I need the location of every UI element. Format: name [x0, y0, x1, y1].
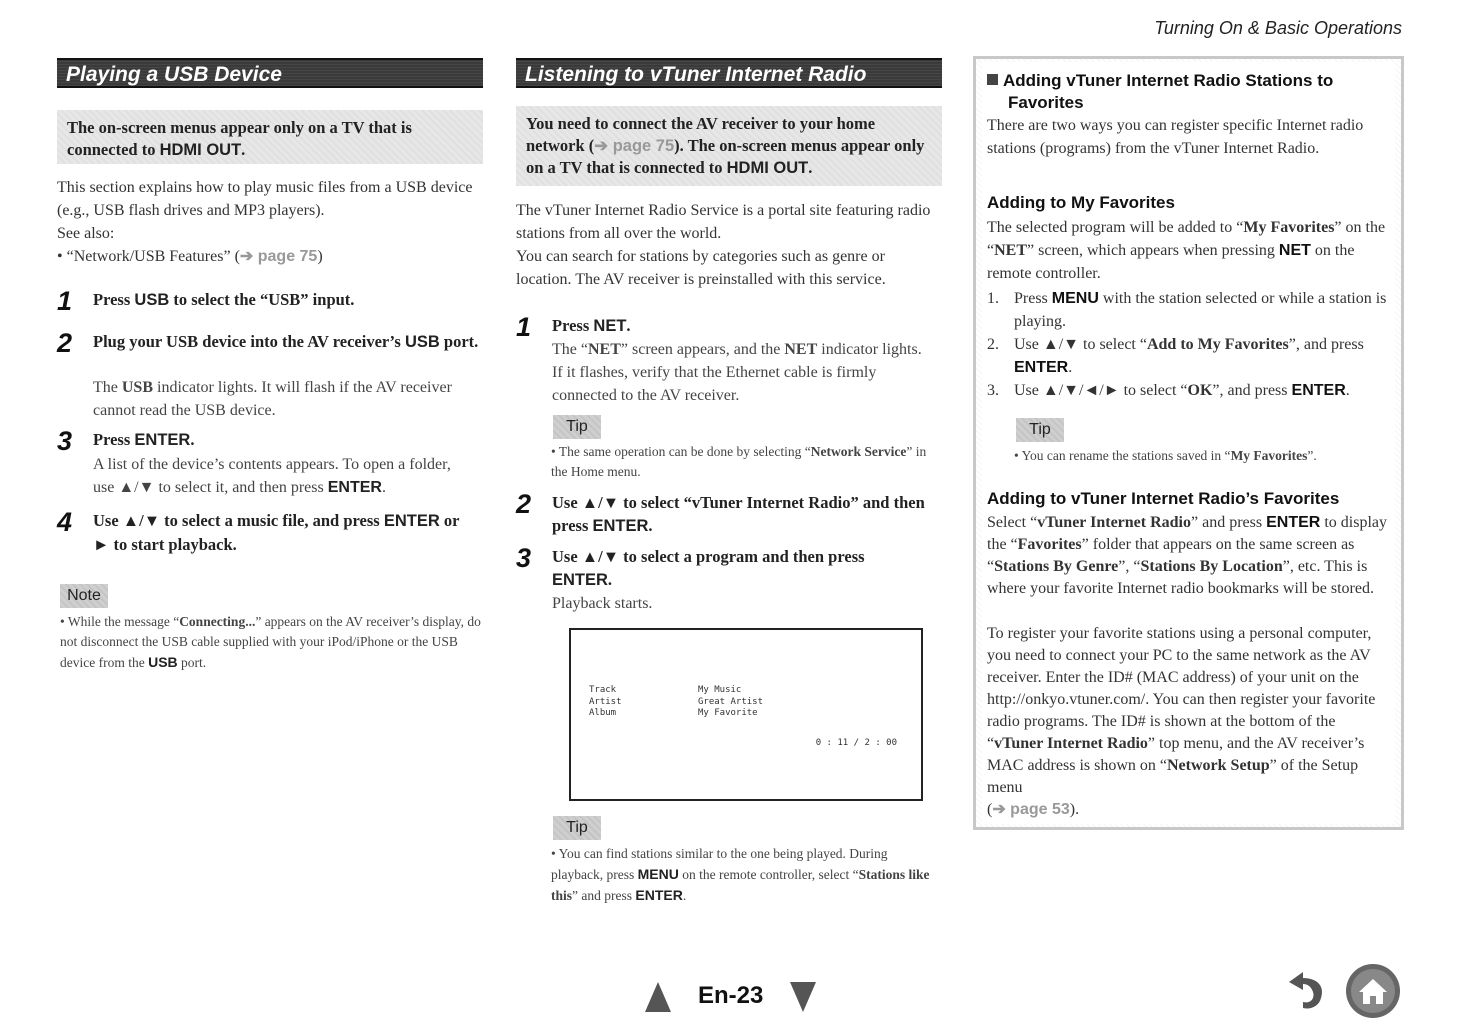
usb-section-title: Playing a USB Device [57, 58, 483, 88]
favorites-tip: • You can rename the stations saved in “My Favorites”. [1014, 448, 1317, 463]
favorites-intro: There are two ways you can register specific Internet radio stations (programs) from the vTuner Internet Radio. [987, 117, 1364, 157]
vtuner-step-2: 2 Use ▲/▼ to select “vTuner Internet Radio” and then press ENTER. [516, 489, 925, 535]
usb-step-4: 4 Use ▲/▼ to select a music file, and press ENTER or ► to start playback. [57, 507, 460, 554]
usb-notice: The on-screen menus appear only on a TV that is connected to HDMI OUT. [57, 110, 483, 164]
page-number: En-23 [698, 982, 764, 1009]
notice-page-link[interactable]: ➔ page 75 [594, 137, 675, 155]
sub-heading-vtuner-favorites: Adding to vTuner Internet Radio’s Favorites [987, 489, 1340, 508]
vtuner-favorites-desc-1: Select “vTuner Internet Radio” and press ENTER to display the “Favorites” folder that appears on the same screen as “Stations By Genre”, “Stations By Location”, etc. This is where your favorite Internet radio bookmarks will be stored. [987, 514, 1387, 597]
list-item: 2. Use ▲/▼ to select “Add to My Favorites”, and press ENTER. [987, 336, 1364, 376]
vtuner-notice: You need to connect the AV receiver to your home network (➔ page 75). The on-screen menus appear only on a TV that is connected to HDMI OUT. [516, 106, 942, 186]
usb-note: • While the message “Connecting...” appears on the AV receiver’s display, do not disconnect the USB cable supplied with your iPod/iPhone or the USB device from the USB port. [60, 614, 481, 670]
vtuner-step-3: 3 Use ▲/▼ to select a program and then press ENTER. Playback starts. [516, 543, 865, 612]
previous-page-icon[interactable] [645, 982, 671, 1012]
tip-label-1: Tip [553, 415, 601, 439]
square-bullet-icon [987, 74, 998, 85]
vtuner-intro: The vTuner Internet Radio Service is a portal site featuring radio stations from all over the world. You can search for stations by categories such as genre or location. The AV receiver is preinstalled with this service. [516, 202, 931, 288]
playback-time: 0 : 11 / 2 : 00 [815, 738, 897, 748]
usb-intro: This section explains how to play music files from a USB device (e.g., USB flash drives and MP3 players). See also: • “Network/USB Features” (➔ page 75) [57, 176, 483, 268]
vtuner-tip-2: • You can find stations similar to the one being played. During playback, press MENU on the remote controller, select “Stations like this” and press ENTER. [551, 846, 930, 903]
my-favorites-desc: The selected program will be added to “My Favorites” on the “NET” screen, which appears when pressing NET on the remote controller. [987, 219, 1386, 282]
tv-screen-illustration [569, 628, 923, 801]
screen-labels: Track Artist Album [589, 685, 622, 718]
usb-step-1: 1 Press USB to select the “USB” input. [57, 286, 355, 316]
list-item: 1. Press MENU with the station selected or while a station is playing. [987, 290, 1387, 330]
vtuner-tip-1: • The same operation can be done by selecting “Network Service” in the Home menu. [551, 444, 927, 479]
usb-step-3: 3 Press ENTER. A list of the device’s contents appears. To open a folder, use ▲/▼ to select it, and then press ENTER. [57, 426, 451, 496]
vtuner-step-1: 1 Press NET. The “NET” screen appears, and the NET indicator lights. If it flashes, verify that the Ethernet cable is firmly connected to the AV receiver. [516, 312, 922, 404]
favorites-panel [973, 56, 1404, 830]
list-item: 3. Use ▲/▼/◄/► to select “OK”, and press ENTER. [987, 382, 1350, 399]
tip-label-2: Tip [553, 816, 601, 840]
running-header: Turning On & Basic Operations [1154, 18, 1402, 38]
home-icon[interactable] [1344, 962, 1402, 1020]
next-page-icon[interactable] [790, 982, 816, 1012]
note-label: Note [60, 584, 108, 608]
usb-step-2: 2 Plug your USB device into the AV receiver’s USB port. The USB indicator lights. It will flash if the AV receiver cannot read the USB device. [57, 328, 479, 419]
vtuner-favorites-desc-2: To register your favorite stations using a personal computer, you need to connect your PC to the same network as the AV receiver. Enter the ID# (MAC address) of your unit on the http://onkyo.vtuner.com/. You can then register your favorite radio programs. The ID# is shown at the bottom of the “vTuner Internet Radio” top menu, and the AV receiver’s MAC address is shown on “Network Setup” of the Setup menu (➔ page 53). [987, 625, 1376, 818]
back-icon[interactable] [1281, 968, 1329, 1012]
sub-heading-my-favorites: Adding to My Favorites [987, 193, 1175, 212]
favorites-heading: Adding vTuner Internet Radio Stations to Favorites [987, 70, 1397, 114]
see-also-link[interactable]: • “Network/USB Features” (➔ page 75) [57, 248, 323, 265]
tip-label-3: Tip [1016, 418, 1064, 442]
vtuner-section-title: Listening to vTuner Internet Radio [516, 58, 942, 88]
page-53-link[interactable]: ➔ page 53 [992, 801, 1070, 818]
favorites-steps [987, 287, 1397, 402]
screen-values: My Music Great Artist My Favorite [698, 685, 764, 718]
